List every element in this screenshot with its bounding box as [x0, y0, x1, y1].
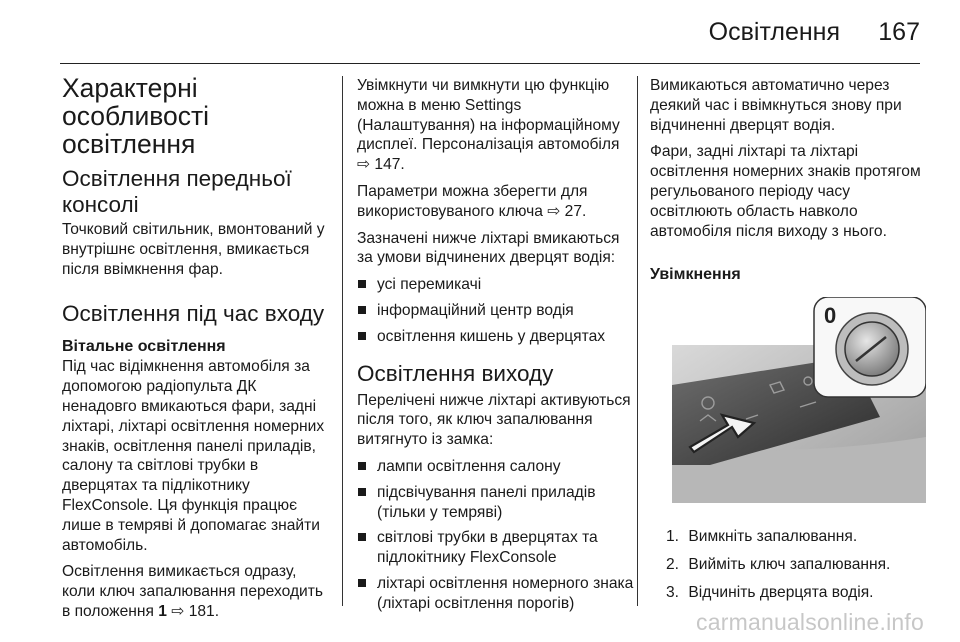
reference-arrow-icon: ⇨ — [357, 155, 371, 174]
column-divider — [342, 76, 343, 606]
exit-lights-intro: Перелічені нижче ліхтарі активуються після того, як ключ запалювання витягнуто із замка: — [357, 391, 631, 449]
header-rule — [60, 63, 920, 64]
header-title: Освітлення — [708, 18, 840, 46]
door-lights-intro: Зазначені нижче ліхтарі вмикаються за умови відчинених дверцят водія: — [357, 229, 620, 267]
ignition-figure — [650, 297, 926, 503]
column-right — [650, 76, 926, 611]
reference-arrow-icon: ⇨ — [547, 201, 561, 220]
section-title-entry-lighting: Освітлення під час входу — [62, 301, 325, 327]
list-item: освітлення кишень у дверцятах — [357, 327, 635, 347]
section-title-exit-lighting: Освітлення виходу — [357, 360, 554, 386]
list-item: світлові трубки в дверцятах та підлокітнику FlexConsole — [357, 528, 635, 568]
list-item: 2. Вийміть ключ запалювання. — [666, 556, 891, 574]
exit-duration-text: Фари, задні ліхтарі та ліхтарі освітлення номерних знаків протягом регульованого періоду часу освітлюють область навколо автомобіля після виходу з нього. — [650, 143, 921, 240]
subsection-title-welcome: Вітальне освітлення — [62, 338, 226, 356]
list-item: інформаційний центр водія — [357, 301, 635, 321]
column-divider — [637, 76, 638, 606]
position-zero-label: 0 — [824, 303, 837, 329]
activation-steps — [650, 527, 926, 602]
section-title-front-console: Освітлення передньої консолі — [62, 166, 292, 217]
front-console-text: Точковий світильник, вмонтований у внутрішнє освітлення, вмикається після ввімкнення фар. — [62, 221, 325, 278]
list-item: ліхтарі освітлення номерного знака (ліхтарі освітлення порогів) — [357, 574, 635, 614]
column-left — [62, 72, 328, 629]
list-item: лампи освітлення салону — [357, 457, 635, 477]
settings-text: Увімкнути чи вимкнути цю функцію можна в меню Settings (Налаштування) на інформаційному дисплеї. Персоналізація автомобіля ⇨ 147. — [357, 77, 620, 174]
reference-arrow-icon: ⇨ — [171, 601, 185, 620]
column-middle — [357, 76, 635, 622]
list-item: 1. Вимкніть запалювання. — [666, 528, 858, 546]
welcome-off-text: Освітлення вимикається одразу, коли ключ запалювання переходить в положення 1 ⇨ 181. — [62, 563, 324, 620]
page-number: 167 — [878, 18, 920, 46]
list-item: усі перемикачі — [357, 275, 635, 295]
auto-off-text: Вимикаються автоматично через деякий час і ввімкнуться знову при відчиненні дверцят водія. — [650, 77, 902, 134]
watermark: carmanualsonline.info — [696, 609, 924, 635]
ignition-illustration — [650, 297, 926, 503]
subsection-title-activation: Увімкнення — [650, 266, 741, 284]
key-settings-text: Параметри можна зберегти для використовуваного ключа ⇨ 27. — [357, 182, 588, 220]
list-item: підсвічування панелі приладів (тільки у темряві) — [357, 483, 635, 523]
list-item: 3. Відчиніть дверцята водія. — [666, 583, 874, 601]
page-header — [0, 0, 960, 64]
door-lights-list — [357, 275, 635, 346]
welcome-lighting-text: Під час відімкнення автомобіля за допомогою радіопульта ДК ненадовго вмикаються фари, задні ліхтарі, ліхтарі освітлення номерних знаків, освітлення панелі приладів, салону та світлові трубки в дверцятах та підлікотнику FlexConsole. Ця функція працює лише в темряві й допомагає знайти автомобіль. — [62, 358, 325, 554]
main-title: Характерні особливості освітлення — [62, 73, 210, 159]
exit-lights-list — [357, 457, 635, 614]
